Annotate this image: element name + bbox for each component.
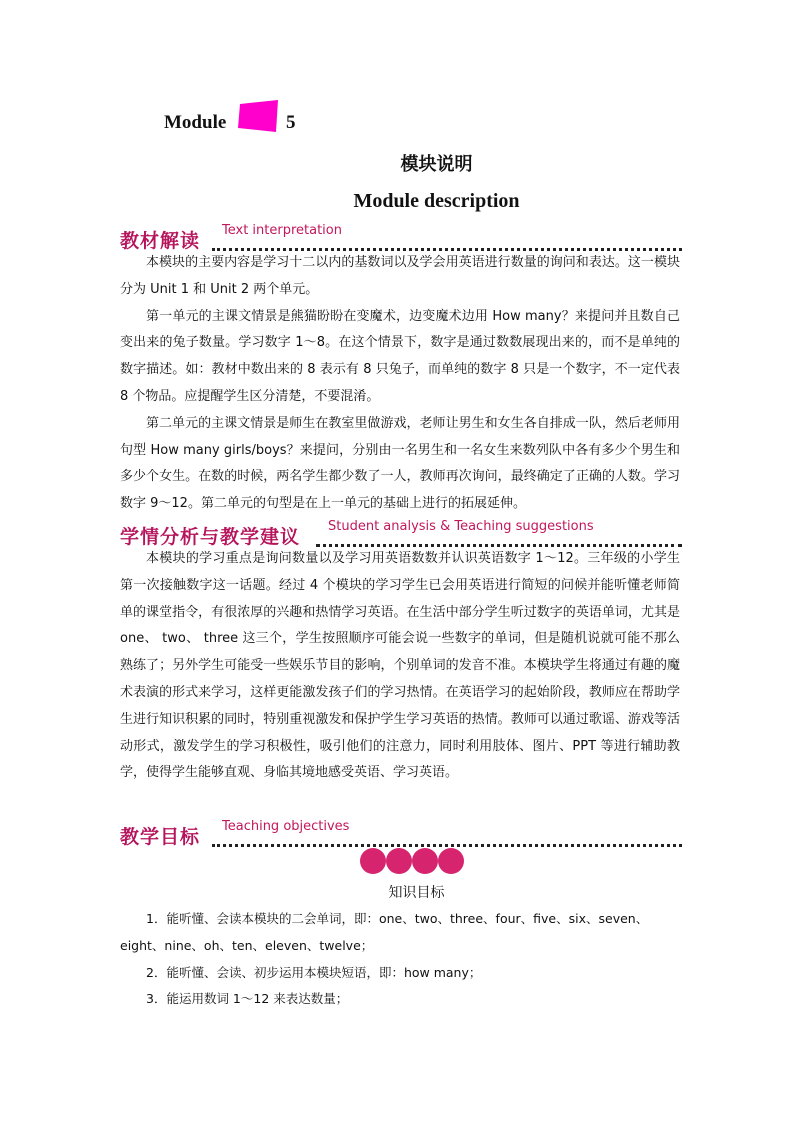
list-item: 2．能听懂、会读、初步运用本模块短语，即：how many； (146, 964, 482, 980)
paragraph: 第一单元的主课文情景是熊猫盼盼在变魔术，边变魔术边用 How many？来提问并且数自己变出来的兔子数量。学习数字 1～8。在这个情景下，数字是通过数数展现出来的，而不是单纯的数字描述。如：教材中数出来的 8 表示有 8 只兔子，而单纯的数字 8 只是一个数字，不一定代表 8 个物品。应提醒学生区分清楚，不要混淆。 (120, 308, 680, 404)
section-heading-text-interpretation (120, 223, 682, 252)
section-heading-student-analysis (120, 519, 682, 548)
section-heading-teaching-objectives (120, 819, 682, 848)
section-title-en: Text interpretation (222, 223, 342, 238)
decorative-circles (360, 848, 464, 876)
circle-icon (438, 848, 464, 874)
module-number: 5 (286, 112, 296, 133)
page-title-en: Module description (353, 190, 520, 212)
page-title-cn: 模块说明 (400, 154, 473, 175)
section-title-en: Student analysis & Teaching suggestions (328, 519, 594, 534)
module-heading (164, 112, 296, 134)
magenta-shape-icon (236, 98, 280, 134)
list-item: 3．能运用数词 1～12 来表达数量； (146, 991, 349, 1007)
section-title-cn: 教学目标 (120, 826, 201, 848)
section-title-cn: 学情分析与教学建议 (120, 526, 301, 548)
paragraph: 本模块的学习重点是询问数量以及学习用英语数数并认识英语数字 1～12。三年级的小学生第一次接触数字这一话题。经过 4 个模块的学习学生已会用英语进行简短的问候并能听懂老师简单的课堂指令，有很浓厚的兴趣和热情学习英语。在生活中部分学生听过数字的英语单词，尤其是 one、 two、 three 这三个，学生按照顺序可能会说一些数字的单词，但是随机说就可能不那么熟练了；另外学生可能受一些娱乐节目的影响，个别单词的发音不准。本模块学生将通过有趣的魔术表演的形式来学习，这样更能激发孩子们的学习热情。在英语学习的起始阶段，教师应在帮助学生进行知识积累的同时，特别重视激发和保护学生学习英语的热情。教师可以通过歌谣、游戏等活动形式，激发学生的学习积极性，吸引他们的注意力，同时利用肢体、图片、PPT 等进行辅助教学，使得学生能够直观、身临其境地感受英语、学习英语。 (120, 551, 680, 781)
circle-icon (412, 848, 438, 874)
section-body-student-analysis (120, 546, 680, 787)
paragraph: 本模块的主要内容是学习十二以内的基数词以及学会用英语进行数量的询问和表达。这一模块分为 Unit 1 和 Unit 2 两个单元。 (120, 255, 680, 297)
knowledge-objectives-heading: 知识目标 (388, 885, 445, 901)
section-title-en: Teaching objectives (222, 819, 350, 834)
objectives-list (120, 906, 685, 1013)
section-title-cn: 教材解读 (120, 230, 201, 252)
paragraph: 第二单元的主课文情景是师生在教室里做游戏，老师让男生和女生各自排成一队，然后老师用句型 How many girls/boys？来提问，分别由一名男生和一名女生来数列队中各有多少个男生和多少个女生。在数的时候，两名学生都少数了一人，教师再次询问，最终确定了正确的人数。学习数字 9～12。第二单元的句型是在上一单元的基础上进行的拓展延伸。 (120, 415, 680, 512)
circle-icon (360, 848, 386, 874)
section-body-text-interpretation (120, 250, 680, 518)
dotted-rule (212, 840, 682, 847)
circle-icon (386, 848, 412, 874)
list-item: 1．能听懂、会读本模块的二会单词，即：one、two、three、four、five、six、seven、eight、nine、oh、ten、eleven、twelve； (120, 911, 649, 953)
module-word: Module (164, 112, 227, 133)
